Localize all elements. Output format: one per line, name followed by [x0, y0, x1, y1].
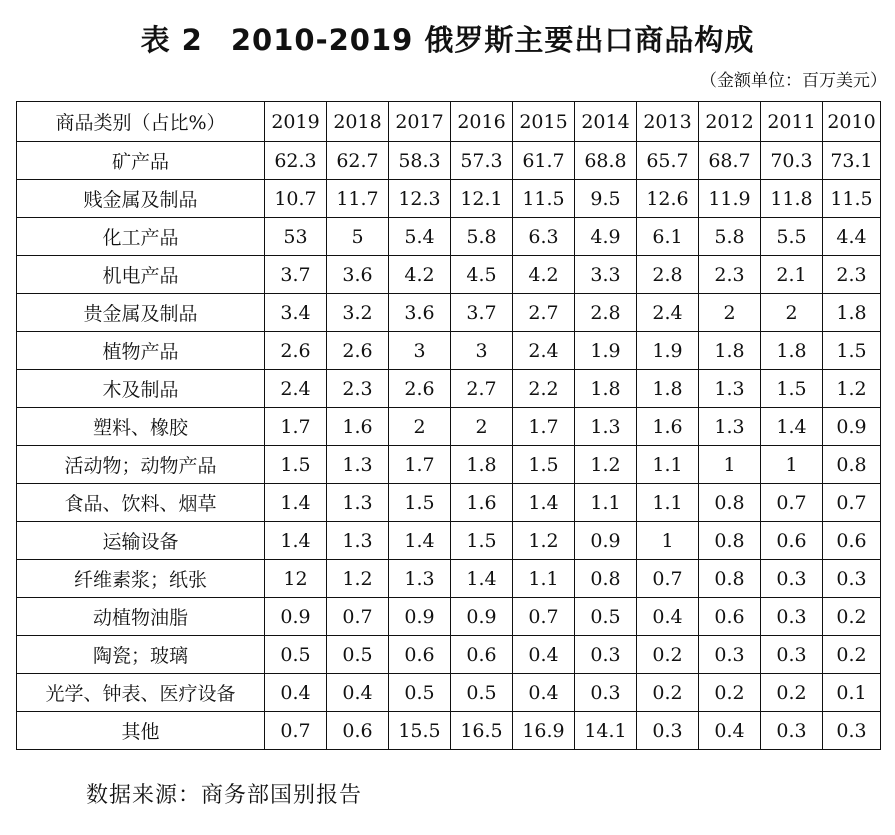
value-cell: 1.5	[761, 370, 823, 408]
value-cell: 0.9	[265, 598, 327, 636]
table-row	[17, 256, 881, 294]
header-year: 2019	[265, 102, 327, 142]
value-cell: 4.4	[823, 218, 881, 256]
value-cell: 5.8	[451, 218, 513, 256]
table-row	[17, 560, 881, 598]
value-cell: 2	[699, 294, 761, 332]
value-cell: 0.4	[699, 712, 761, 750]
value-cell: 0.7	[637, 560, 699, 598]
value-cell: 0.3	[823, 560, 881, 598]
value-cell: 9.5	[575, 180, 637, 218]
value-cell: 1.5	[513, 446, 575, 484]
value-cell: 1.2	[513, 522, 575, 560]
value-cell: 0.2	[699, 674, 761, 712]
category-cell: 植物产品	[17, 332, 265, 370]
source-note: 数据来源：商务部国别报告	[86, 783, 363, 808]
value-cell: 1.2	[327, 560, 389, 598]
category-cell: 食品、饮料、烟草	[17, 484, 265, 522]
value-cell: 1.1	[575, 484, 637, 522]
value-cell: 1.2	[823, 370, 881, 408]
value-cell: 0.4	[513, 636, 575, 674]
value-cell: 2.4	[513, 332, 575, 370]
value-cell: 0.5	[265, 636, 327, 674]
value-cell: 0.3	[761, 636, 823, 674]
value-cell: 0.3	[761, 560, 823, 598]
category-cell: 运输设备	[17, 522, 265, 560]
value-cell: 16.5	[451, 712, 513, 750]
value-cell: 0.7	[265, 712, 327, 750]
header-year: 2018	[327, 102, 389, 142]
value-cell: 0.6	[451, 636, 513, 674]
header-year: 2010	[823, 102, 881, 142]
table-row	[17, 218, 881, 256]
value-cell: 0.4	[513, 674, 575, 712]
value-cell: 1.4	[265, 522, 327, 560]
value-cell: 2.8	[637, 256, 699, 294]
value-cell: 15.5	[389, 712, 451, 750]
table-row	[17, 636, 881, 674]
value-cell: 53	[265, 218, 327, 256]
value-cell: 0.8	[699, 560, 761, 598]
value-cell: 5.4	[389, 218, 451, 256]
value-cell: 1.2	[575, 446, 637, 484]
value-cell: 2.4	[265, 370, 327, 408]
value-cell: 0.6	[761, 522, 823, 560]
value-cell: 0.5	[327, 636, 389, 674]
value-cell: 1.9	[575, 332, 637, 370]
value-cell: 3	[389, 332, 451, 370]
value-cell: 1	[637, 522, 699, 560]
header-year: 2017	[389, 102, 451, 142]
table-row	[17, 446, 881, 484]
category-cell: 矿产品	[17, 142, 265, 180]
value-cell: 0.6	[327, 712, 389, 750]
value-cell: 0.6	[699, 598, 761, 636]
value-cell: 0.9	[823, 408, 881, 446]
header-year: 2016	[451, 102, 513, 142]
value-cell: 1.8	[637, 370, 699, 408]
value-cell: 4.2	[389, 256, 451, 294]
value-cell: 62.7	[327, 142, 389, 180]
value-cell: 2.3	[327, 370, 389, 408]
table-row	[17, 408, 881, 446]
table-row	[17, 180, 881, 218]
value-cell: 0.7	[513, 598, 575, 636]
category-cell: 贵金属及制品	[17, 294, 265, 332]
value-cell: 5.5	[761, 218, 823, 256]
category-cell: 动植物油脂	[17, 598, 265, 636]
category-cell: 纤维素浆；纸张	[17, 560, 265, 598]
category-cell: 木及制品	[17, 370, 265, 408]
value-cell: 1.8	[761, 332, 823, 370]
value-cell: 2.2	[513, 370, 575, 408]
value-cell: 1.5	[823, 332, 881, 370]
value-cell: 1.4	[761, 408, 823, 446]
export-composition-table	[16, 101, 881, 750]
value-cell: 3.7	[451, 294, 513, 332]
value-cell: 2.6	[265, 332, 327, 370]
value-cell: 2.3	[699, 256, 761, 294]
value-cell: 0.6	[823, 522, 881, 560]
value-cell: 3	[451, 332, 513, 370]
value-cell: 0.4	[327, 674, 389, 712]
value-cell: 2.4	[637, 294, 699, 332]
value-cell: 0.7	[761, 484, 823, 522]
value-cell: 16.9	[513, 712, 575, 750]
table-row	[17, 522, 881, 560]
value-cell: 1.8	[451, 446, 513, 484]
value-cell: 1.7	[265, 408, 327, 446]
value-cell: 1.6	[327, 408, 389, 446]
value-cell: 61.7	[513, 142, 575, 180]
value-cell: 1.8	[575, 370, 637, 408]
value-cell: 14.1	[575, 712, 637, 750]
value-cell: 0.3	[761, 598, 823, 636]
header-year: 2012	[699, 102, 761, 142]
value-cell: 0.3	[575, 674, 637, 712]
value-cell: 1.5	[389, 484, 451, 522]
value-cell: 1.6	[637, 408, 699, 446]
value-cell: 2	[389, 408, 451, 446]
value-cell: 6.3	[513, 218, 575, 256]
value-cell: 11.8	[761, 180, 823, 218]
value-cell: 0.2	[823, 636, 881, 674]
header-year: 2013	[637, 102, 699, 142]
value-cell: 1.4	[513, 484, 575, 522]
value-cell: 12	[265, 560, 327, 598]
value-cell: 2.6	[389, 370, 451, 408]
value-cell: 0.5	[389, 674, 451, 712]
value-cell: 1.1	[513, 560, 575, 598]
value-cell: 5.8	[699, 218, 761, 256]
table-row	[17, 142, 881, 180]
value-cell: 3.7	[265, 256, 327, 294]
table-row	[17, 484, 881, 522]
value-cell: 1.3	[327, 484, 389, 522]
value-cell: 68.7	[699, 142, 761, 180]
value-cell: 58.3	[389, 142, 451, 180]
value-cell: 0.8	[699, 522, 761, 560]
value-cell: 0.3	[575, 636, 637, 674]
header-category: 商品类别（占比%）	[17, 102, 265, 142]
value-cell: 73.1	[823, 142, 881, 180]
category-cell: 机电产品	[17, 256, 265, 294]
value-cell: 0.3	[637, 712, 699, 750]
table-row	[17, 674, 881, 712]
table-number: 表 2	[140, 23, 203, 57]
header-year: 2011	[761, 102, 823, 142]
value-cell: 11.9	[699, 180, 761, 218]
value-cell: 2.8	[575, 294, 637, 332]
value-cell: 1	[699, 446, 761, 484]
value-cell: 4.9	[575, 218, 637, 256]
value-cell: 2.7	[513, 294, 575, 332]
value-cell: 1.3	[699, 408, 761, 446]
value-cell: 0.3	[823, 712, 881, 750]
value-cell: 6.1	[637, 218, 699, 256]
value-cell: 1.6	[451, 484, 513, 522]
value-cell: 4.5	[451, 256, 513, 294]
value-cell: 57.3	[451, 142, 513, 180]
value-cell: 1.3	[575, 408, 637, 446]
value-cell: 1.1	[637, 484, 699, 522]
value-cell: 5	[327, 218, 389, 256]
value-cell: 1.5	[451, 522, 513, 560]
value-cell: 0.1	[823, 674, 881, 712]
value-cell: 3.4	[265, 294, 327, 332]
table-title-text: 2010-2019 俄罗斯主要出口商品构成	[230, 23, 755, 57]
value-cell: 62.3	[265, 142, 327, 180]
value-cell: 3.6	[327, 256, 389, 294]
unit-note: （金额单位：百万美元）	[700, 71, 887, 91]
table-header-row	[17, 102, 881, 142]
value-cell: 1.3	[327, 522, 389, 560]
value-cell: 2.1	[761, 256, 823, 294]
table-row	[17, 598, 881, 636]
value-cell: 1.1	[637, 446, 699, 484]
value-cell: 12.6	[637, 180, 699, 218]
category-cell: 贱金属及制品	[17, 180, 265, 218]
value-cell: 0.8	[823, 446, 881, 484]
value-cell: 70.3	[761, 142, 823, 180]
category-cell: 化工产品	[17, 218, 265, 256]
value-cell: 11.5	[823, 180, 881, 218]
value-cell: 1.7	[389, 446, 451, 484]
value-cell: 0.2	[761, 674, 823, 712]
value-cell: 2.7	[451, 370, 513, 408]
value-cell: 4.2	[513, 256, 575, 294]
value-cell: 0.9	[451, 598, 513, 636]
value-cell: 0.5	[451, 674, 513, 712]
category-cell: 陶瓷；玻璃	[17, 636, 265, 674]
category-cell: 活动物；动物产品	[17, 446, 265, 484]
value-cell: 0.5	[575, 598, 637, 636]
table-body	[17, 142, 881, 750]
value-cell: 0.7	[823, 484, 881, 522]
value-cell: 3.6	[389, 294, 451, 332]
value-cell: 2	[451, 408, 513, 446]
value-cell: 1.4	[265, 484, 327, 522]
value-cell: 11.7	[327, 180, 389, 218]
table-row	[17, 294, 881, 332]
value-cell: 0.2	[637, 674, 699, 712]
value-cell: 65.7	[637, 142, 699, 180]
value-cell: 0.7	[327, 598, 389, 636]
value-cell: 0.3	[699, 636, 761, 674]
value-cell: 1.4	[451, 560, 513, 598]
value-cell: 12.1	[451, 180, 513, 218]
value-cell: 0.4	[265, 674, 327, 712]
value-cell: 0.8	[575, 560, 637, 598]
value-cell: 2	[761, 294, 823, 332]
value-cell: 1.8	[699, 332, 761, 370]
value-cell: 0.9	[389, 598, 451, 636]
value-cell: 68.8	[575, 142, 637, 180]
table-title	[0, 18, 895, 59]
category-cell: 塑料、橡胶	[17, 408, 265, 446]
value-cell: 2.3	[823, 256, 881, 294]
value-cell: 0.2	[637, 636, 699, 674]
table-row	[17, 712, 881, 750]
value-cell: 0.4	[637, 598, 699, 636]
header-year: 2015	[513, 102, 575, 142]
value-cell: 3.3	[575, 256, 637, 294]
value-cell: 1.9	[637, 332, 699, 370]
value-cell: 10.7	[265, 180, 327, 218]
value-cell: 0.9	[575, 522, 637, 560]
value-cell: 1.3	[389, 560, 451, 598]
value-cell: 0.6	[389, 636, 451, 674]
value-cell: 11.5	[513, 180, 575, 218]
value-cell: 2.6	[327, 332, 389, 370]
value-cell: 1.5	[265, 446, 327, 484]
value-cell: 3.2	[327, 294, 389, 332]
value-cell: 1.4	[389, 522, 451, 560]
value-cell: 1	[761, 446, 823, 484]
value-cell: 1.8	[823, 294, 881, 332]
value-cell: 0.2	[823, 598, 881, 636]
value-cell: 1.7	[513, 408, 575, 446]
value-cell: 1.3	[699, 370, 761, 408]
table-row	[17, 332, 881, 370]
value-cell: 0.3	[761, 712, 823, 750]
value-cell: 0.8	[699, 484, 761, 522]
category-cell: 光学、钟表、医疗设备	[17, 674, 265, 712]
table-row	[17, 370, 881, 408]
value-cell: 12.3	[389, 180, 451, 218]
value-cell: 1.3	[327, 446, 389, 484]
category-cell: 其他	[17, 712, 265, 750]
header-year: 2014	[575, 102, 637, 142]
